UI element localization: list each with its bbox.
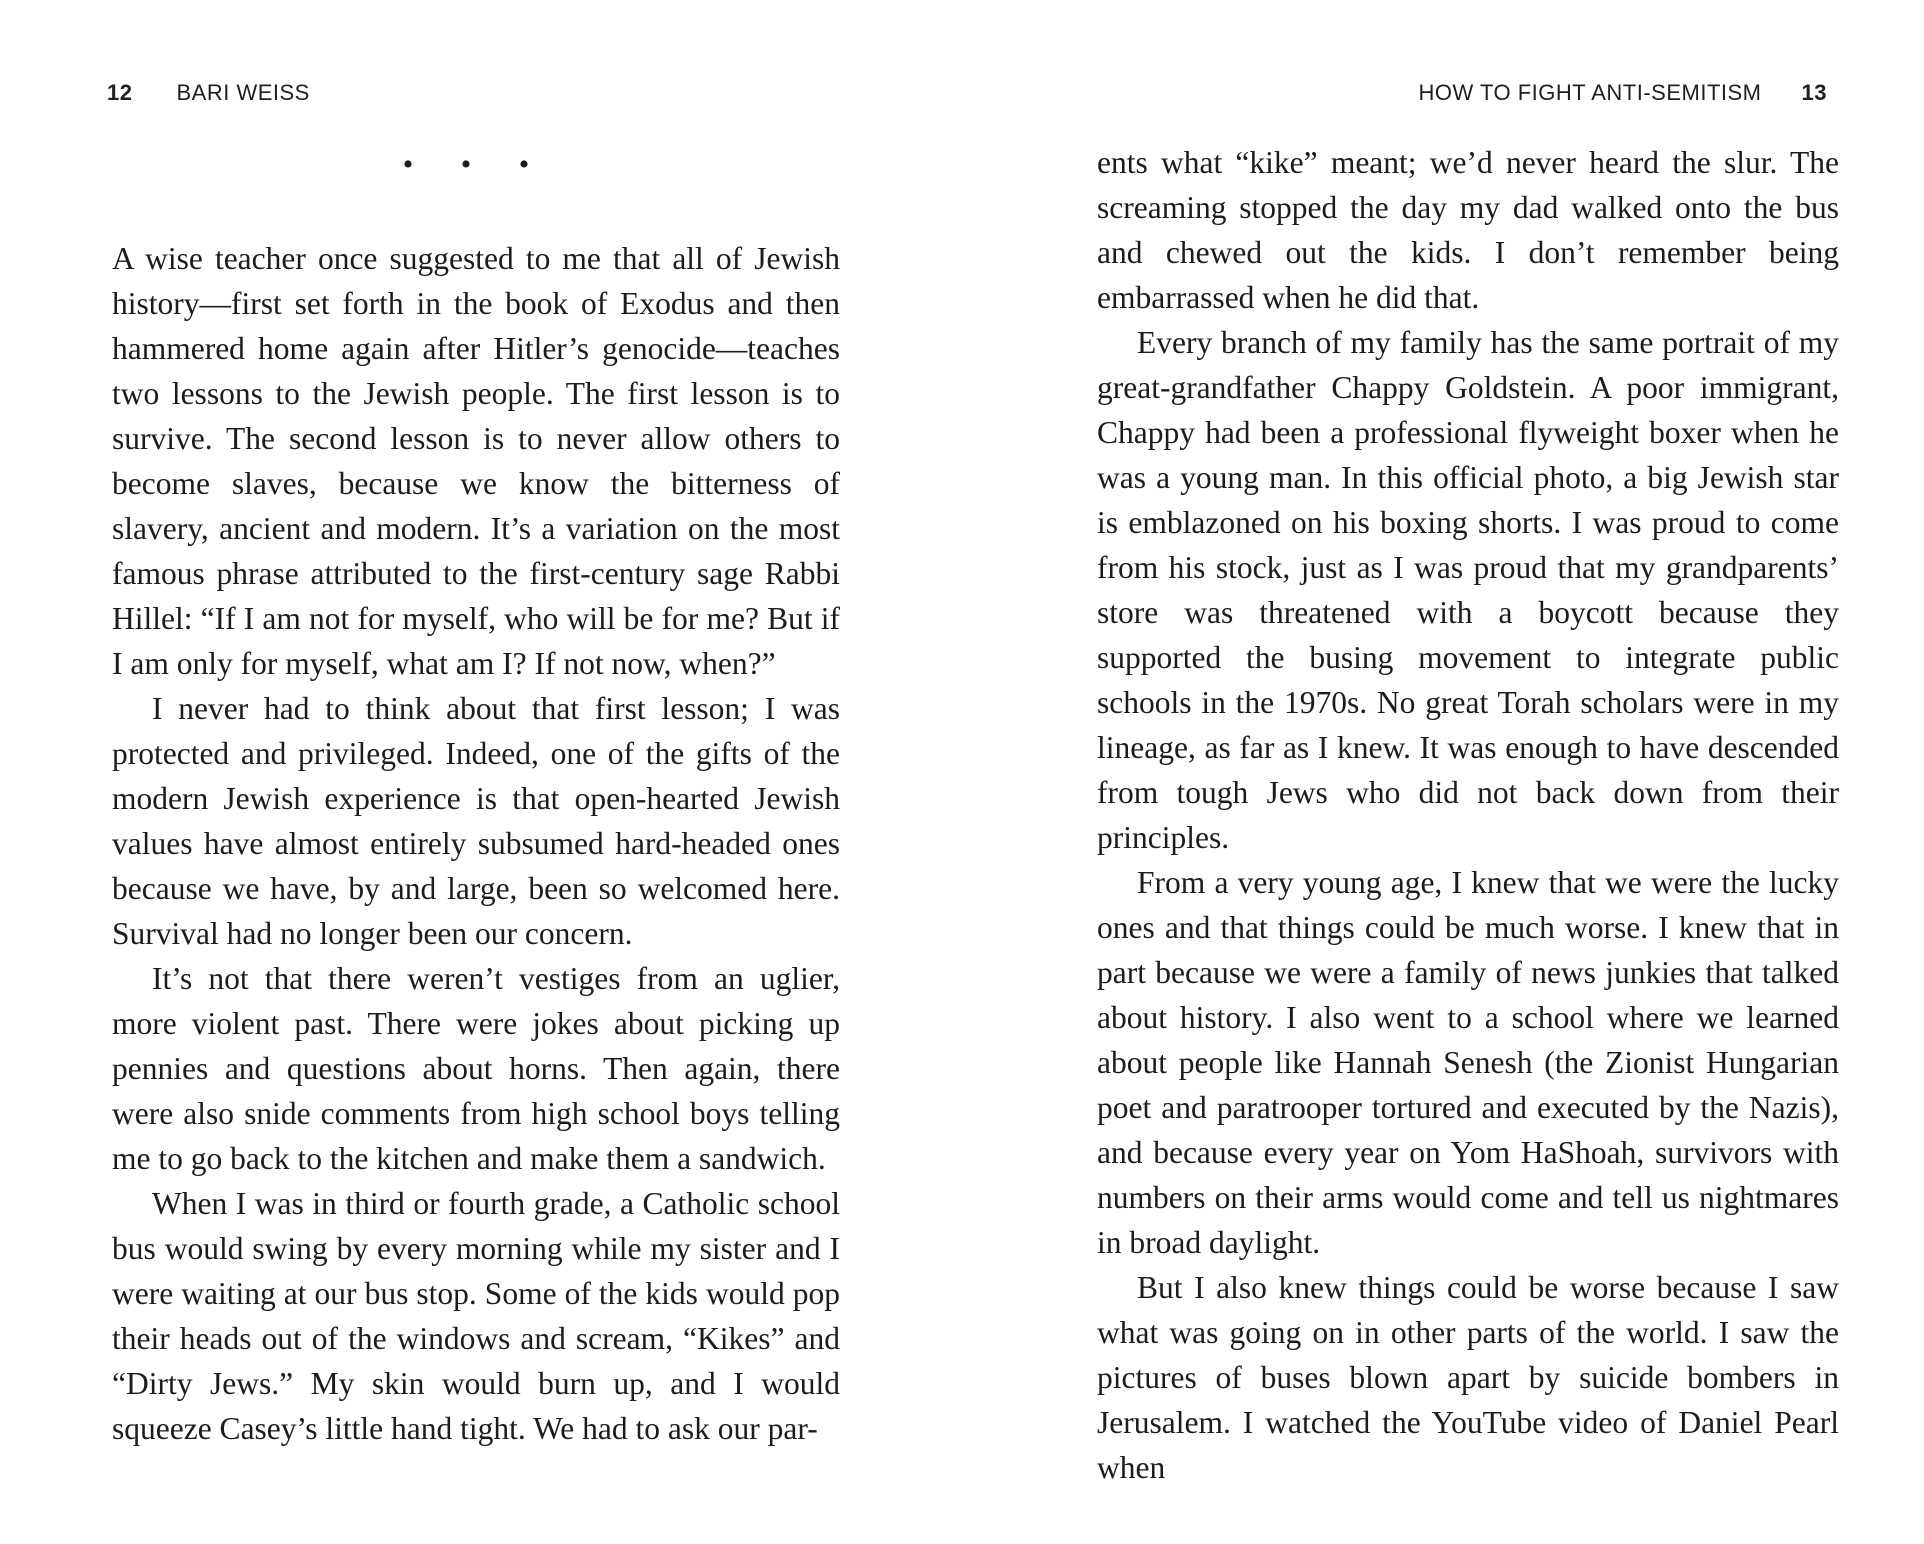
left-paragraph-3: It’s not that there weren’t vestiges from an uglier, more violent past. There were jokes about picking up pennies and questions about horns. Then again, there were also snide comments from high school boys telling me to go back to the kitchen and make them a sandwich. bbox=[112, 961, 840, 1176]
section-break: • • • bbox=[402, 148, 550, 181]
left-running-head bbox=[107, 80, 310, 106]
left-paragraph-1: A wise teacher once suggested to me that all of Jewish history—first set forth in the book of Exodus and then hammered home again after Hitler’s genocide—teaches two lessons to the Jewish people. The first lesson is to survive. The second lesson is to never allow others to become slaves, because we know the bitterness of slavery, ancient and modern. It’s a variation on the most famous phrase attributed to the first-century sage Rabbi Hillel: “If I am not for myself, who will be for me? But if I am only for myself, what am I? If not now, when?” bbox=[112, 241, 840, 681]
right-running-head bbox=[1419, 80, 1828, 106]
left-paragraph-2: I never had to think about that first lesson; I was protected and privileged. Indeed, one of the gifts of the modern Jewish experience is that open-hearted Jewish values have almost entirely subsumed hard-headed ones because we have, by and large, been so welcomed here. Survival had no longer been our concern. bbox=[112, 691, 840, 951]
right-running-head-title: HOW TO FIGHT ANTI-SEMITISM bbox=[1418, 80, 1762, 105]
right-paragraph-1: ents what “kike” meant; we’d never heard the slur. The screaming stopped the day my dad walked onto the bus and chewed out the kids. I don’t remember being embarrassed when he did that. bbox=[1097, 145, 1839, 315]
right-paragraph-4: But I also knew things could be worse because I saw what was going on in other parts of the world. I saw the pictures of buses blown apart by suicide bombers in Jerusalem. I watched the YouTube video of Daniel Pearl when bbox=[1097, 1270, 1839, 1485]
left-body-text bbox=[112, 236, 840, 1451]
left-page-number: 12 bbox=[107, 80, 133, 105]
left-paragraph-4: When I was in third or fourth grade, a Catholic school bus would swing by every morning while my sister and I were waiting at our bus stop. Some of the kids would pop their heads out of the windows and scream, “Kikes” and “Dirty Jews.” My skin would burn up, and I would squeeze Casey’s little hand tight. We had to ask our par- bbox=[112, 1186, 840, 1446]
right-body-text bbox=[1097, 140, 1839, 1490]
right-paragraph-3: From a very young age, I knew that we were the lucky ones and that things could be much worse. I knew that in part because we were a family of news junkies that talked about history. I also went to a school where we learned about people like Hannah Senesh (the Zionist Hungarian poet and paratrooper tortured and executed by the Nazis), and because every year on Yom HaShoah, survivors with numbers on their arms would come and tell us nightmares in broad daylight. bbox=[1097, 865, 1839, 1260]
right-page bbox=[962, 0, 1924, 1544]
left-running-head-author: BARI WEISS bbox=[176, 80, 310, 105]
right-page-number: 13 bbox=[1801, 80, 1827, 105]
right-paragraph-2: Every branch of my family has the same portrait of my great-grandfather Chappy Goldstein. A poor immigrant, Chappy had been a professional flyweight boxer when he was a young man. In this official photo, a big Jewish star is emblazoned on his boxing shorts. I was proud to come from his stock, just as I was proud that my grandparents’ store was threatened with a boycott because they supported the busing movement to integrate public schools in the 1970s. No great Torah scholars were in my lineage, as far as I knew. It was enough to have descended from tough Jews who did not back down from their principles. bbox=[1097, 325, 1839, 855]
